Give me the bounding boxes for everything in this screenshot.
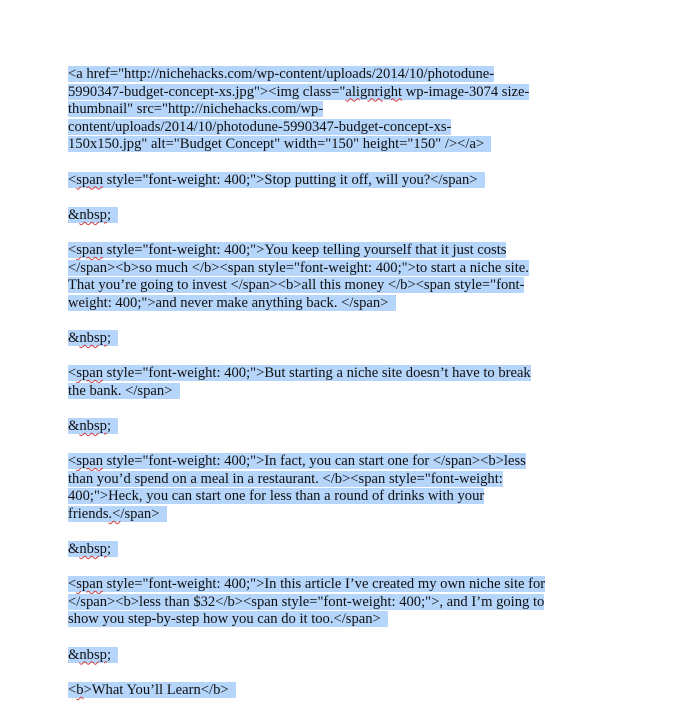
text-line [68, 488, 628, 506]
text-run: style="font-weight: 400;">You keep telling yourself that it just costs [103, 241, 507, 258]
selected-text [68, 295, 396, 311]
selected-text [68, 242, 506, 258]
text-run: ; [106, 329, 119, 346]
selected-text [68, 172, 485, 188]
text-run: </span><b>so much </b><span style="font-weight: 400;">to start a niche site. [68, 259, 529, 276]
selected-text [68, 119, 451, 135]
text-run: <a href="http://nichehacks.com/wp-content/uploads/2014/10/photodune- [68, 66, 495, 82]
selected-text [68, 84, 529, 100]
document-body[interactable] [68, 66, 628, 717]
text-line [68, 418, 628, 436]
text-run: ; [106, 646, 119, 663]
paragraph [68, 207, 628, 225]
text-run: & [68, 206, 80, 223]
text-run: >What You’ll Learn</b> [83, 681, 236, 698]
selected-text [68, 594, 544, 610]
paragraph [68, 453, 628, 523]
text-run: 150x150.jpg" alt="Budget Concept" width="150" height="150" /></a> [68, 136, 492, 153]
selected-text [68, 365, 531, 381]
text-run: That you’re going to invest </span><b>all this money </b><span style="font- [68, 277, 525, 294]
text-line [68, 119, 628, 137]
text-run: 400;">Heck, you can start one for less than a round of drinks with your [68, 488, 485, 505]
text-run: & [68, 646, 80, 663]
paragraph [68, 682, 628, 700]
text-run: </span><b>less than $32</b><span style="font-weight: 400;">, and I’m going to [68, 593, 545, 610]
paragraph [68, 365, 628, 400]
text-run: ; [106, 417, 119, 434]
selected-text [68, 541, 118, 557]
text-run: than you’d spend on a meal in a restaurant. </b><span style="font-weight: [68, 470, 503, 487]
selected-text [68, 576, 545, 592]
selected-text [68, 136, 491, 152]
text-run: the bank. </span> [68, 382, 180, 399]
text-line [68, 471, 628, 489]
text-line [68, 611, 628, 629]
text-line [68, 136, 628, 154]
text-line [68, 242, 628, 260]
text-run: < [68, 171, 77, 188]
text-run: & [68, 541, 80, 558]
text-line [68, 84, 628, 102]
spellcheck-flagged-word: span [76, 365, 103, 382]
selected-text [68, 66, 494, 82]
selected-text [68, 682, 236, 698]
text-run: style="font-weight: 400;">In this article I’ve created my own niche site for [103, 576, 546, 593]
selected-text [68, 101, 323, 117]
text-run: style="font-weight: 400;">In fact, you can start one for </span><b>less [103, 453, 526, 470]
selected-text [68, 453, 526, 469]
spellcheck-flagged-word: span [76, 171, 103, 188]
text-line [68, 172, 628, 190]
text-run: style="font-weight: 400;">Stop putting it off, will you?</span> [103, 171, 485, 188]
spellcheck-flagged-word: b [76, 681, 84, 698]
paragraph [68, 541, 628, 559]
text-run: < [68, 241, 77, 258]
text-run: & [68, 417, 80, 434]
text-line [68, 647, 628, 665]
selected-text [68, 260, 529, 276]
text-line [68, 506, 628, 524]
spellcheck-flagged-word: span [76, 241, 103, 258]
selected-text [68, 277, 524, 293]
paragraph [68, 330, 628, 348]
text-line [68, 576, 628, 594]
text-run: 5990347-budget-concept-xs.jpg"><img class=" [68, 83, 346, 100]
paragraph [68, 66, 628, 154]
spellcheck-flagged-word: nbsp [79, 646, 107, 663]
paragraph [68, 242, 628, 312]
text-run: wp-image-3074 size- [402, 83, 530, 100]
spellcheck-flagged-word: span [76, 453, 103, 470]
selected-text [68, 488, 484, 504]
text-line [68, 295, 628, 313]
text-line [68, 330, 628, 348]
text-run: /span> [120, 505, 167, 522]
text-run: & [68, 329, 80, 346]
selected-text [68, 506, 167, 522]
spellcheck-flagged-word: nbsp [79, 541, 107, 558]
text-line [68, 453, 628, 471]
text-line [68, 207, 628, 225]
text-line [68, 682, 628, 700]
spellcheck-flagged-word: nbsp [79, 329, 107, 346]
text-run: < [68, 453, 77, 470]
text-run: content/uploads/2014/10/photodune-5990347-budget-concept-xs- [68, 118, 452, 135]
paragraph [68, 647, 628, 665]
text-run: style="font-weight: 400;">But starting a niche site doesn’t have to break [103, 365, 531, 382]
text-run: weight: 400;">and never make anything back. </span> [68, 294, 396, 311]
selected-text [68, 471, 503, 487]
selected-text [68, 383, 180, 399]
spellcheck-flagged-word: .< [108, 505, 121, 522]
text-line [68, 383, 628, 401]
text-run: friends [68, 505, 109, 522]
selected-text [68, 418, 118, 434]
text-run: show you step-by-step how you can do it too.</span> [68, 611, 389, 628]
text-run: < [68, 576, 77, 593]
text-line [68, 541, 628, 559]
text-line [68, 277, 628, 295]
spellcheck-flagged-word: nbsp [79, 417, 107, 434]
text-run: ; [106, 206, 119, 223]
selected-text [68, 611, 388, 627]
text-line [68, 260, 628, 278]
text-line [68, 101, 628, 119]
text-run: < [68, 365, 77, 382]
paragraph [68, 576, 628, 629]
text-run: thumbnail" src="http://nichehacks.com/wp- [68, 101, 324, 118]
spellcheck-flagged-word: span [76, 576, 103, 593]
paragraph [68, 418, 628, 436]
selected-text [68, 647, 118, 663]
paragraph [68, 172, 628, 190]
selected-text [68, 330, 118, 346]
text-line [68, 66, 628, 84]
selected-text [68, 207, 118, 223]
spellcheck-flagged-word: nbsp [79, 206, 107, 223]
text-line [68, 594, 628, 612]
text-run: < [68, 681, 77, 698]
text-line [68, 365, 628, 383]
spellcheck-flagged-word: alignright [345, 83, 403, 100]
text-run: ; [106, 541, 119, 558]
